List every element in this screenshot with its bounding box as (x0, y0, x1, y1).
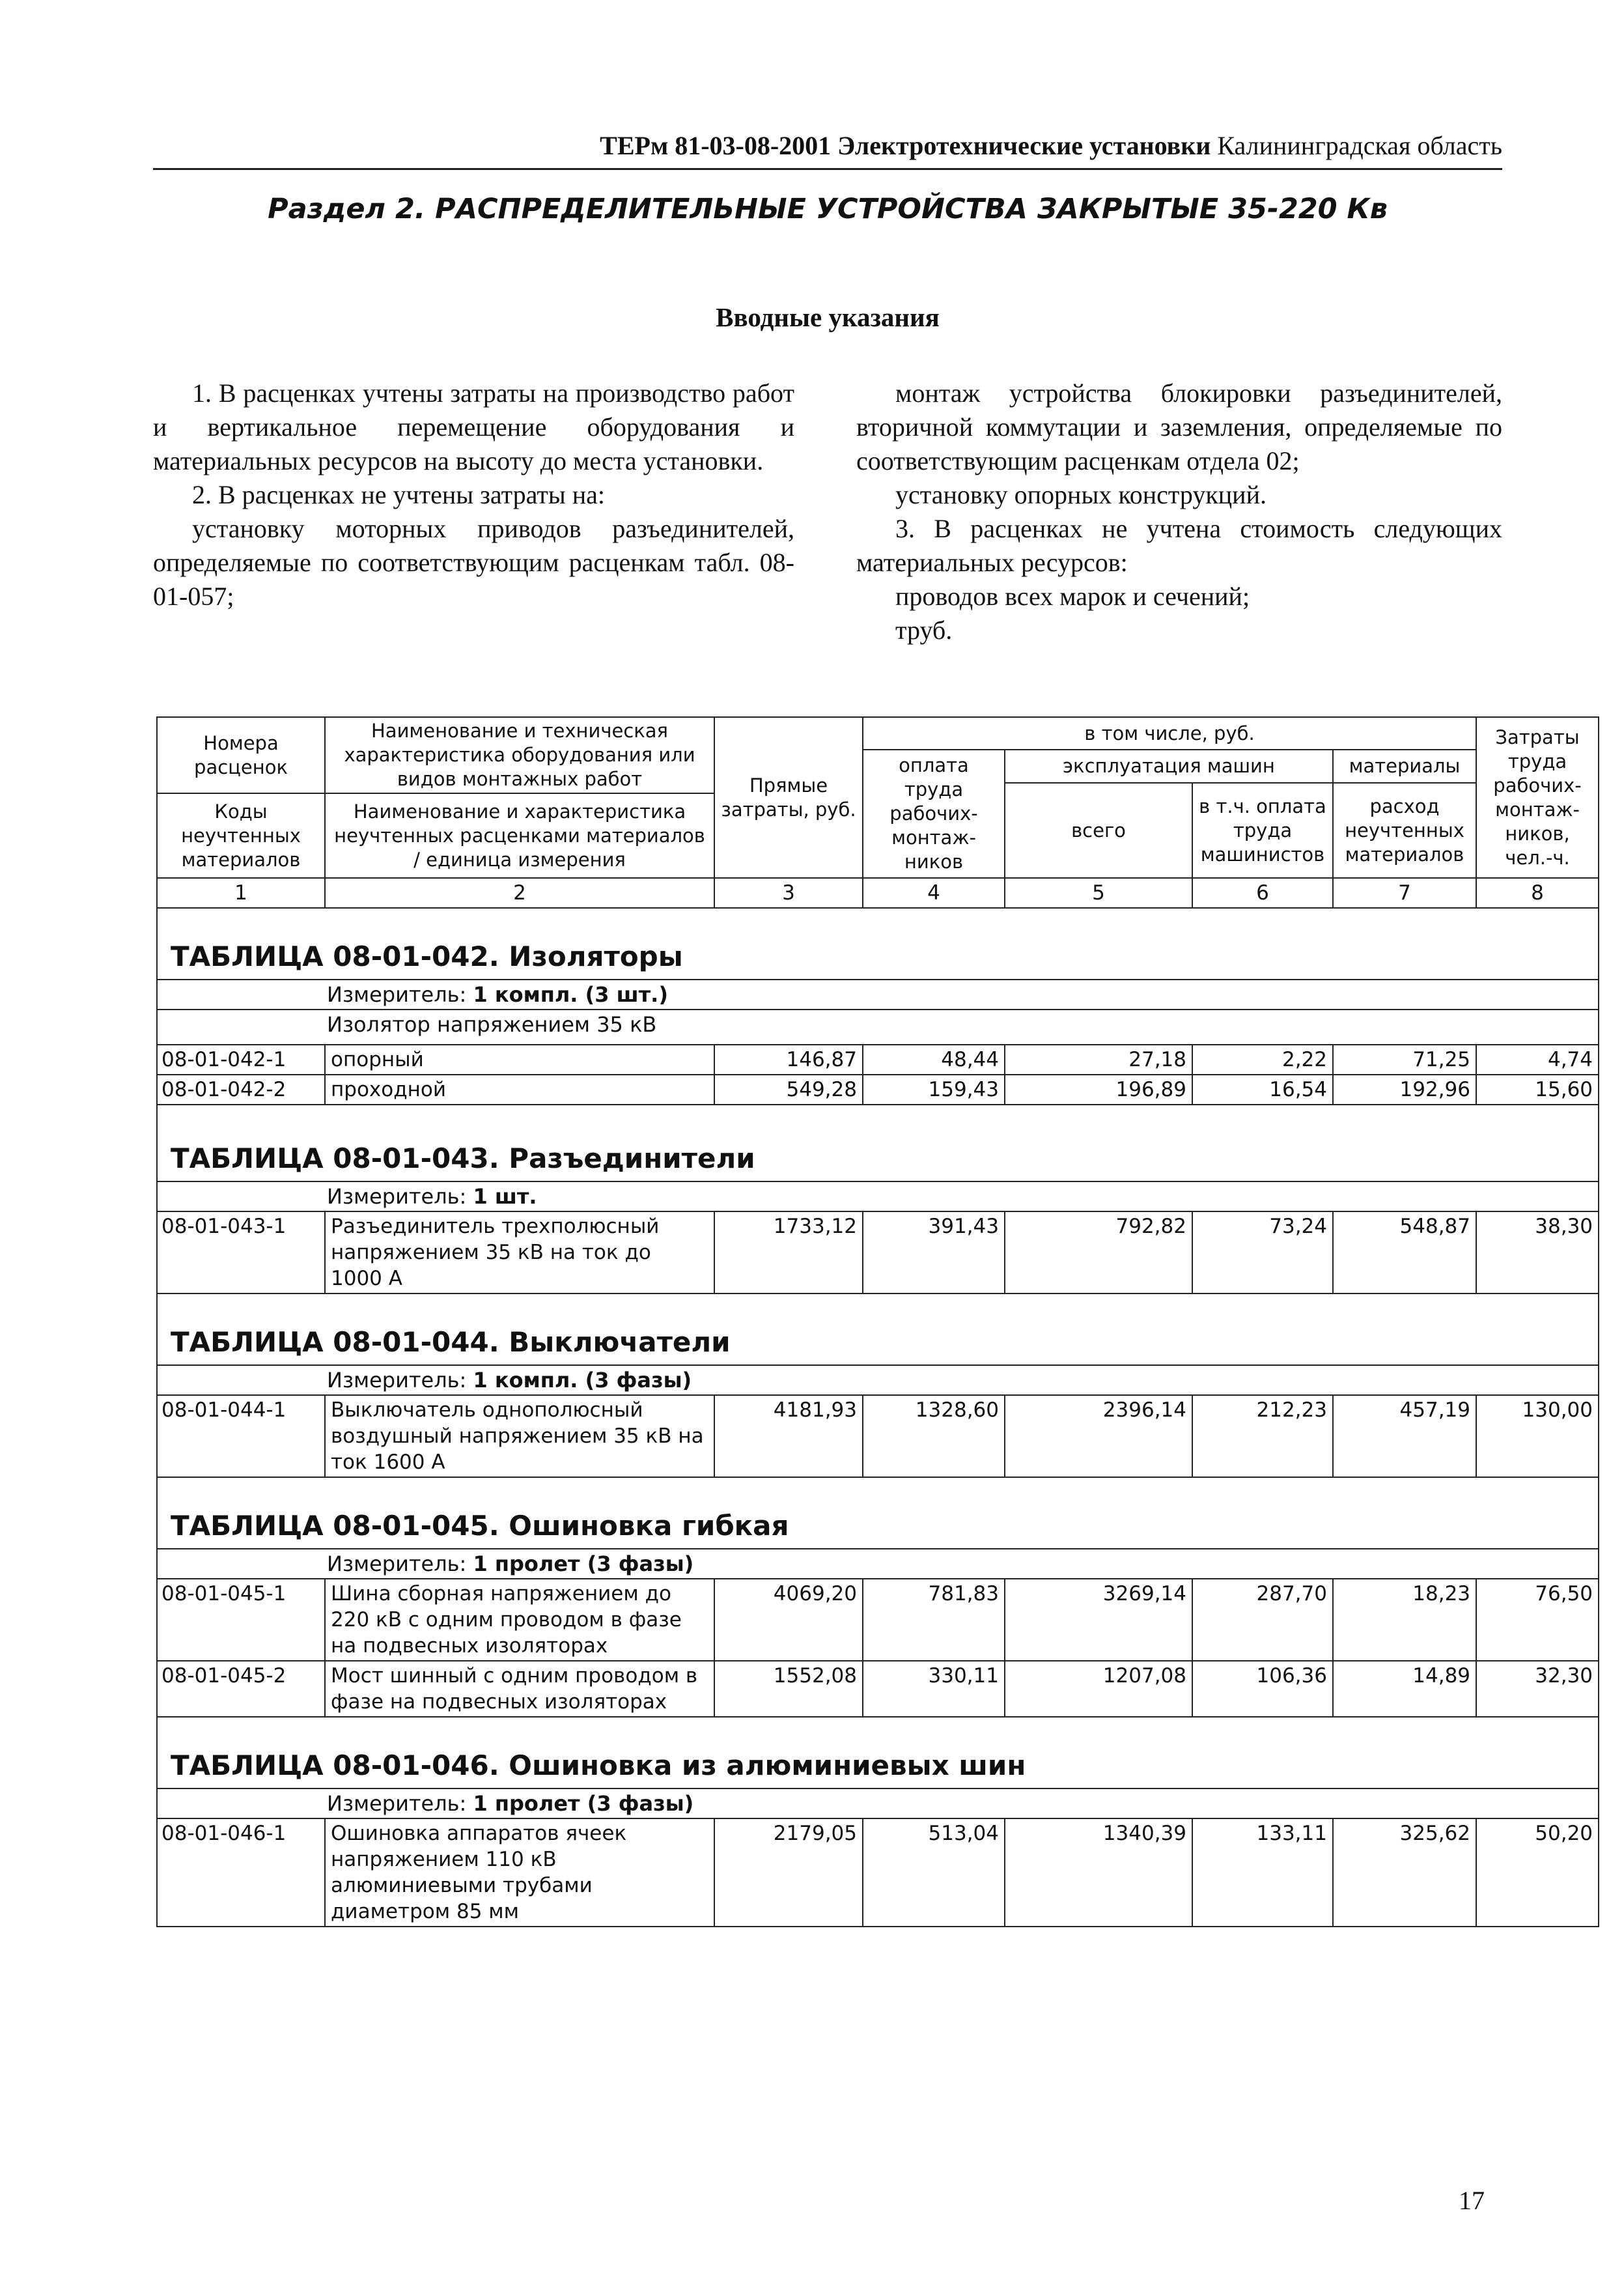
rate-name: Ошиновка аппаратов ячеек напряжением 110 кВ алюминиевыми трубами диаметром 85 мм (325, 1818, 714, 1927)
intro-paragraph: установку моторных приводов разъединителей, определяемые по соответствующим расценкам табл. 08-01-057; (153, 514, 794, 611)
intro-heading: Вводные указания (716, 302, 940, 332)
labor-hours: 76,50 (1476, 1579, 1599, 1661)
rate-code: 08-01-046-1 (157, 1818, 325, 1927)
header-code: ТЕРм 81-03-08-2001 (600, 131, 832, 160)
header-rate-numbers: Номера расценок (157, 717, 325, 793)
table-measure (157, 1181, 1599, 1211)
measure-value: 1 пролет (3 фазы) (473, 1791, 694, 1816)
machinist-pay: 287,70 (1192, 1579, 1333, 1661)
header-machinist-pay: в т.ч. оплата труда машинистов (1192, 783, 1333, 878)
header-direct-costs: Прямые затраты, руб. (714, 717, 863, 878)
header-total: всего (1005, 783, 1192, 878)
table-title: ТАБЛИЦА 08-01-043. Разъединители (157, 1105, 1599, 1181)
direct-costs: 1552,08 (714, 1661, 863, 1717)
column-number: 6 (1192, 878, 1333, 908)
intro-paragraph: 1. В расценках учтены затраты на производство работ и вертикальное перемещение оборудования и материальных ресурсов на высоту до места установки. (153, 378, 794, 475)
materials-cost: 457,19 (1333, 1395, 1476, 1477)
intro-paragraph: установку опорных конструкций. (895, 480, 1267, 509)
column-number: 3 (714, 878, 863, 908)
column-number: 4 (863, 878, 1005, 908)
materials-cost: 548,87 (1333, 1211, 1476, 1293)
labor-pay: 1328,60 (863, 1395, 1005, 1477)
header-unaccounted-names: Наименование и характеристика неучтенных расценками материалов / единица измерения (325, 793, 714, 878)
machine-ops: 27,18 (1005, 1045, 1192, 1075)
column-number: 1 (157, 878, 325, 908)
machine-ops: 1207,08 (1005, 1661, 1192, 1717)
machinist-pay: 73,24 (1192, 1211, 1333, 1293)
labor-hours: 38,30 (1476, 1211, 1599, 1293)
materials-cost: 192,96 (1333, 1075, 1476, 1105)
measure-value: 1 компл. (3 фазы) (473, 1368, 692, 1392)
running-header (153, 130, 1502, 161)
labor-hours: 4,74 (1476, 1045, 1599, 1075)
direct-costs: 146,87 (714, 1045, 863, 1075)
table-row (157, 1211, 1599, 1293)
materials-cost: 14,89 (1333, 1661, 1476, 1717)
rates-table (156, 716, 1599, 1927)
section-title: Раздел 2. РАСПРЕДЕЛИТЕЛЬНЫЕ УСТРОЙСТВА ЗАКРЫТЫЕ 35-220 Кв (268, 193, 1388, 225)
labor-hours: 15,60 (1476, 1075, 1599, 1105)
header-unaccounted-codes: Коды неучтенных материалов (157, 793, 325, 878)
intro-paragraph: труб. (895, 615, 953, 645)
column-number: 5 (1005, 878, 1192, 908)
rate-name: проходной (325, 1075, 714, 1105)
rate-code: 08-01-044-1 (157, 1395, 325, 1477)
materials-cost: 325,62 (1333, 1818, 1476, 1927)
labor-pay: 159,43 (863, 1075, 1005, 1105)
machine-ops: 196,89 (1005, 1075, 1192, 1105)
table-row (157, 1395, 1599, 1477)
measure-label: Измеритель: (327, 982, 467, 1007)
table-row (157, 1579, 1599, 1661)
measure-label: Измеритель: (327, 1551, 467, 1576)
rate-code: 08-01-042-1 (157, 1045, 325, 1075)
labor-pay: 330,11 (863, 1661, 1005, 1717)
machinist-pay: 133,11 (1192, 1818, 1333, 1927)
header-labor-pay: оплата труда рабочих-монтаж-ников (863, 750, 1005, 878)
direct-costs: 549,28 (714, 1075, 863, 1105)
direct-costs: 4069,20 (714, 1579, 863, 1661)
measure-label: Измеритель: (327, 1791, 467, 1816)
header-machine-ops: эксплуатация машин (1005, 750, 1333, 783)
measure-value: 1 компл. (3 шт.) (473, 982, 668, 1007)
machine-ops: 2396,14 (1005, 1395, 1192, 1477)
rate-name: опорный (325, 1045, 714, 1075)
page-number: 17 (1459, 2186, 1485, 2215)
measure-label: Измеритель: (327, 1368, 467, 1392)
machinist-pay: 2,22 (1192, 1045, 1333, 1075)
intro-right-column (856, 376, 1502, 647)
machinist-pay: 16,54 (1192, 1075, 1333, 1105)
labor-hours: 32,30 (1476, 1661, 1599, 1717)
intro-paragraph: проводов всех марок и сечений; (895, 582, 1250, 611)
table-measure (157, 1365, 1599, 1395)
labor-pay: 513,04 (863, 1818, 1005, 1927)
header-labor-costs: Затраты труда рабочих-монтаж-ников, чел.-ч. (1476, 717, 1599, 878)
labor-pay: 48,44 (863, 1045, 1005, 1075)
header-rule (153, 168, 1502, 170)
intro-paragraph: 2. В расценках не учтены затраты на: (192, 480, 605, 509)
materials-cost: 71,25 (1333, 1045, 1476, 1075)
materials-cost: 18,23 (1333, 1579, 1476, 1661)
table-row (157, 1075, 1599, 1105)
column-number: 7 (1333, 878, 1476, 908)
machine-ops: 1340,39 (1005, 1818, 1192, 1927)
table-title: ТАБЛИЦА 08-01-042. Изоляторы (157, 908, 1599, 980)
table-row (157, 1661, 1599, 1717)
header-materials: материалы (1333, 750, 1476, 783)
direct-costs: 2179,05 (714, 1818, 863, 1927)
table-row (157, 1045, 1599, 1075)
table-row (157, 1818, 1599, 1927)
labor-hours: 130,00 (1476, 1395, 1599, 1477)
rate-name: Шина сборная напряжением до 220 кВ с одним проводом в фазе на подвесных изоляторах (325, 1579, 714, 1661)
intro-left-column (153, 376, 794, 614)
table-measure (157, 1549, 1599, 1579)
table-title: ТАБЛИЦА 08-01-046. Ошиновка из алюминиевых шин (157, 1717, 1599, 1788)
header-name-desc: Наименование и техническая характеристика оборудования или видов монтажных работ (325, 717, 714, 793)
rate-code: 08-01-043-1 (157, 1211, 325, 1293)
table-measure (157, 1788, 1599, 1818)
machine-ops: 792,82 (1005, 1211, 1192, 1293)
rate-name: Выключатель однополюсный воздушный напряжением 35 кВ на ток 1600 А (325, 1395, 714, 1477)
intro-paragraph: монтаж устройства блокировки разъединителей, вторичной коммутации и заземления, определяемые по соответствующим расценкам отдела 02; (856, 378, 1502, 475)
header-including: в том числе, руб. (863, 717, 1476, 750)
table-subheading: Изолятор напряжением 35 кВ (157, 1010, 1599, 1045)
measure-value: 1 шт. (473, 1184, 537, 1209)
table-title: ТАБЛИЦА 08-01-045. Ошиновка гибкая (157, 1477, 1599, 1549)
column-number: 8 (1476, 878, 1599, 908)
measure-value: 1 пролет (3 фазы) (473, 1551, 694, 1576)
machinist-pay: 106,36 (1192, 1661, 1333, 1717)
labor-pay: 781,83 (863, 1579, 1005, 1661)
rate-code: 08-01-045-2 (157, 1661, 325, 1717)
machinist-pay: 212,23 (1192, 1395, 1333, 1477)
rate-name: Разъединитель трехполюсный напряжением 35 кВ на ток до 1000 А (325, 1211, 714, 1293)
labor-hours: 50,20 (1476, 1818, 1599, 1927)
rate-code: 08-01-045-1 (157, 1579, 325, 1661)
header-unaccounted-use: расход неучтенных материалов (1333, 783, 1476, 878)
direct-costs: 4181,93 (714, 1395, 863, 1477)
direct-costs: 1733,12 (714, 1211, 863, 1293)
intro-paragraph: 3. В расценках не учтена стоимость следующих материальных ресурсов: (856, 514, 1502, 577)
column-number: 2 (325, 878, 714, 908)
header-region: Калининградская область (1217, 131, 1502, 160)
measure-label: Измеритель: (327, 1184, 467, 1209)
table-title: ТАБЛИЦА 08-01-044. Выключатели (157, 1293, 1599, 1365)
rate-code: 08-01-042-2 (157, 1075, 325, 1105)
labor-pay: 391,43 (863, 1211, 1005, 1293)
machine-ops: 3269,14 (1005, 1579, 1192, 1661)
header-subject: Электротехнические установки (837, 131, 1211, 160)
rate-name: Мост шинный с одним проводом в фазе на подвесных изоляторах (325, 1661, 714, 1717)
table-measure (157, 980, 1599, 1010)
